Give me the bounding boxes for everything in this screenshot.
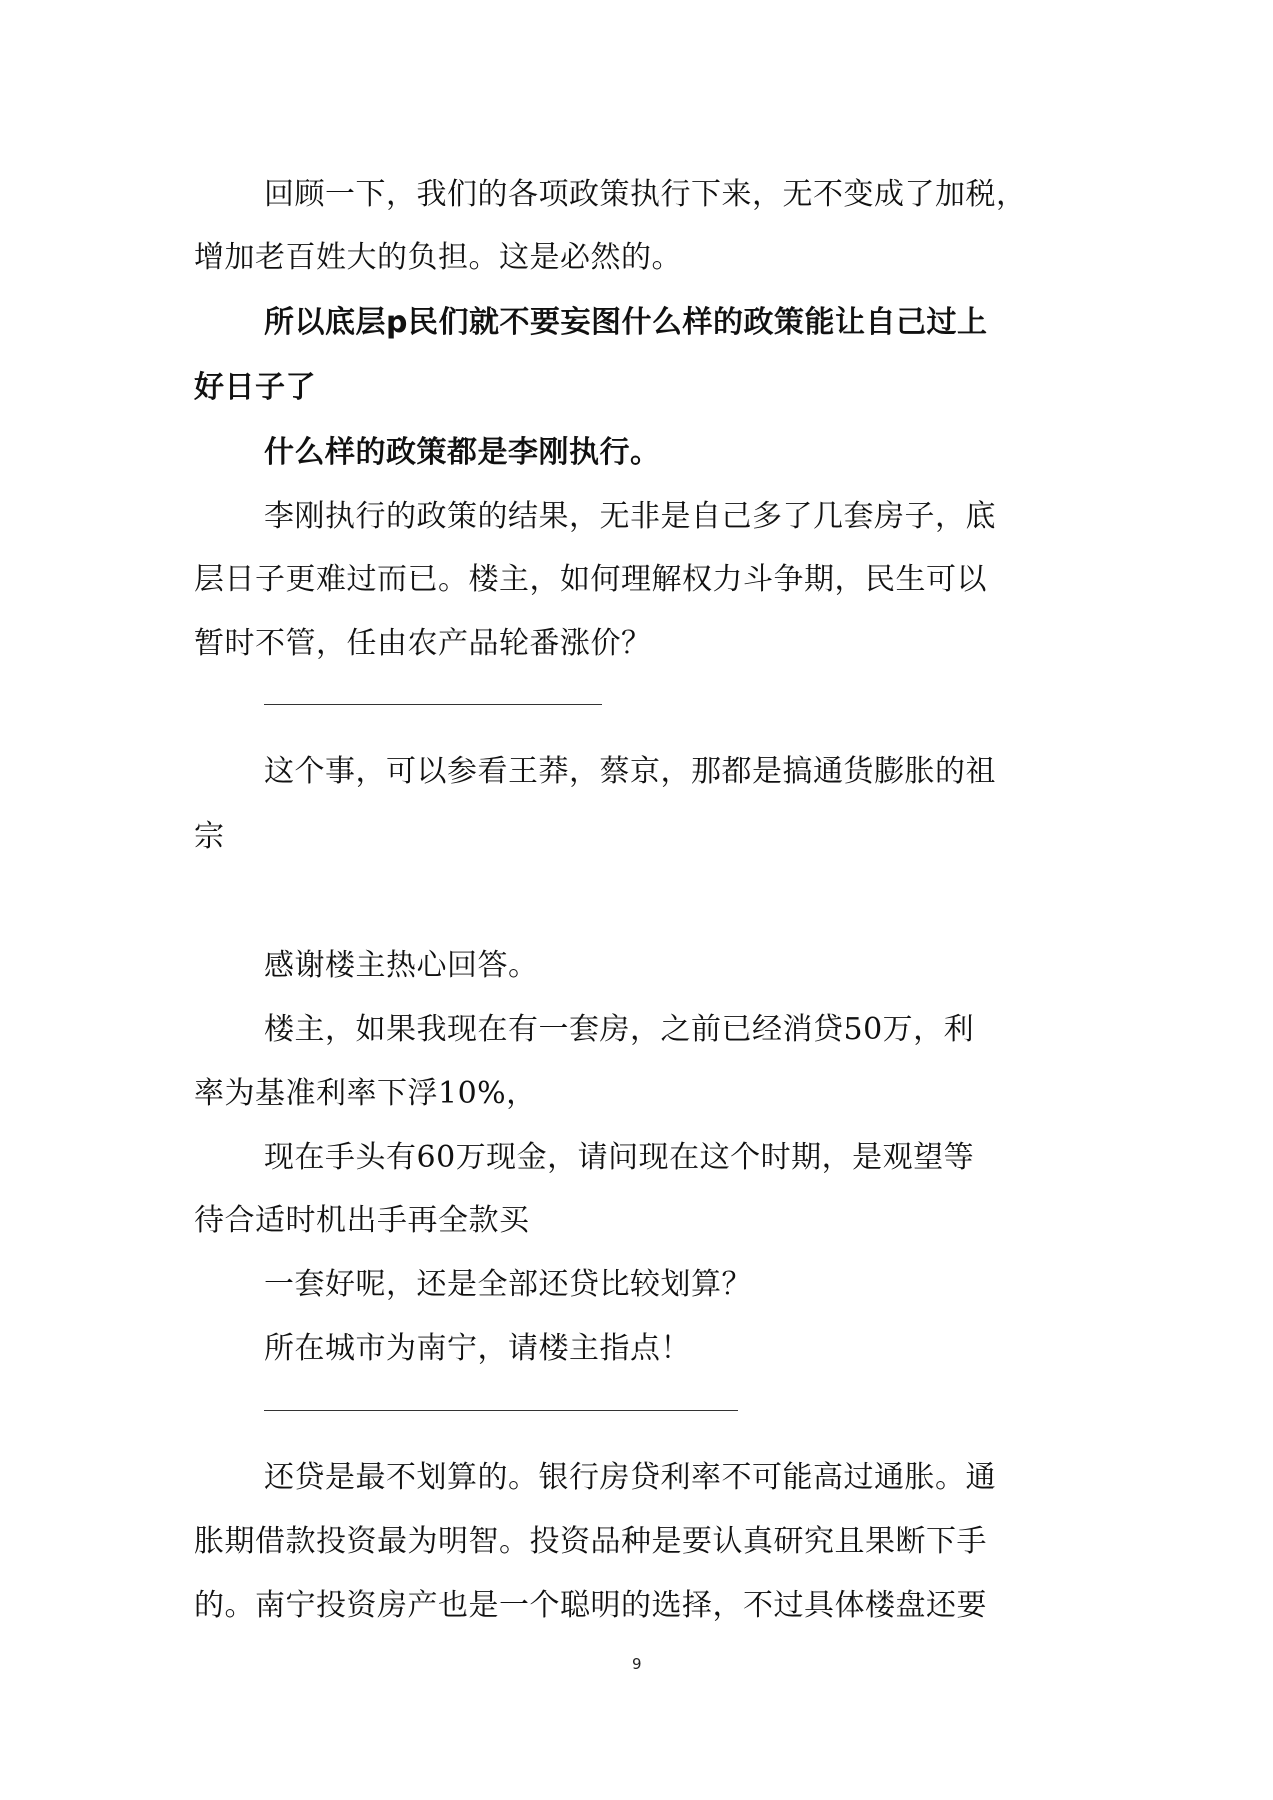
paragraph-5-line-2: 宗 [194,819,225,854]
paragraph-8-line-1: 现在手头有60万现金，请问现在这个时期，是观望等 [264,1140,975,1175]
paragraph-4-line-3: 暂时不管，任由农产品轮番涨价？ [194,626,652,661]
paragraph-6-line-1: 感谢楼主热心回答。 [264,948,539,983]
paragraph-4-line-1: 李刚执行的政策的结果，无非是自己多了几套房子，底 [264,499,996,534]
paragraph-11-line-1: 还贷是最不划算的。银行房贷利率不可能高过通胀。通 [264,1460,996,1495]
separator-rule [264,704,602,705]
page-number: 9 [632,1655,642,1673]
paragraph-5-line-1: 这个事，可以参看王莽，蔡京，那都是搞通货膨胀的祖 [264,754,996,789]
paragraph-7-line-1: 楼主，如果我现在有一套房，之前已经消贷50万，利 [264,1012,975,1047]
paragraph-1-line-2: 增加老百姓大的负担。这是必然的。 [194,240,682,275]
separator-rule [264,1410,738,1411]
paragraph-2-line-1: 所以底层p民们就不要妄图什么样的政策能让自己过上 [264,305,988,340]
paragraph-7-line-2: 率为基准利率下浮10%， [194,1076,537,1111]
paragraph-2-line-2: 好日子了 [194,370,316,405]
paragraph-10-line-1: 所在城市为南宁，请楼主指点！ [264,1331,691,1366]
paragraph-3-line-1: 什么样的政策都是李刚执行。 [264,435,661,470]
paragraph-1-line-1: 回顾一下，我们的各项政策执行下来，无不变成了加税， [264,177,1027,212]
paragraph-4-line-2: 层日子更难过而已。楼主，如何理解权力斗争期，民生可以 [194,562,987,597]
paragraph-11-line-2: 胀期借款投资最为明智。投资品种是要认真研究且果断下手 [194,1524,987,1559]
paragraph-11-line-3: 的。南宁投资房产也是一个聪明的选择，不过具体楼盘还要 [194,1588,987,1623]
paragraph-8-line-2: 待合适时机出手再全款买 [194,1203,530,1238]
paragraph-9-line-1: 一套好呢，还是全部还贷比较划算？ [264,1267,752,1302]
